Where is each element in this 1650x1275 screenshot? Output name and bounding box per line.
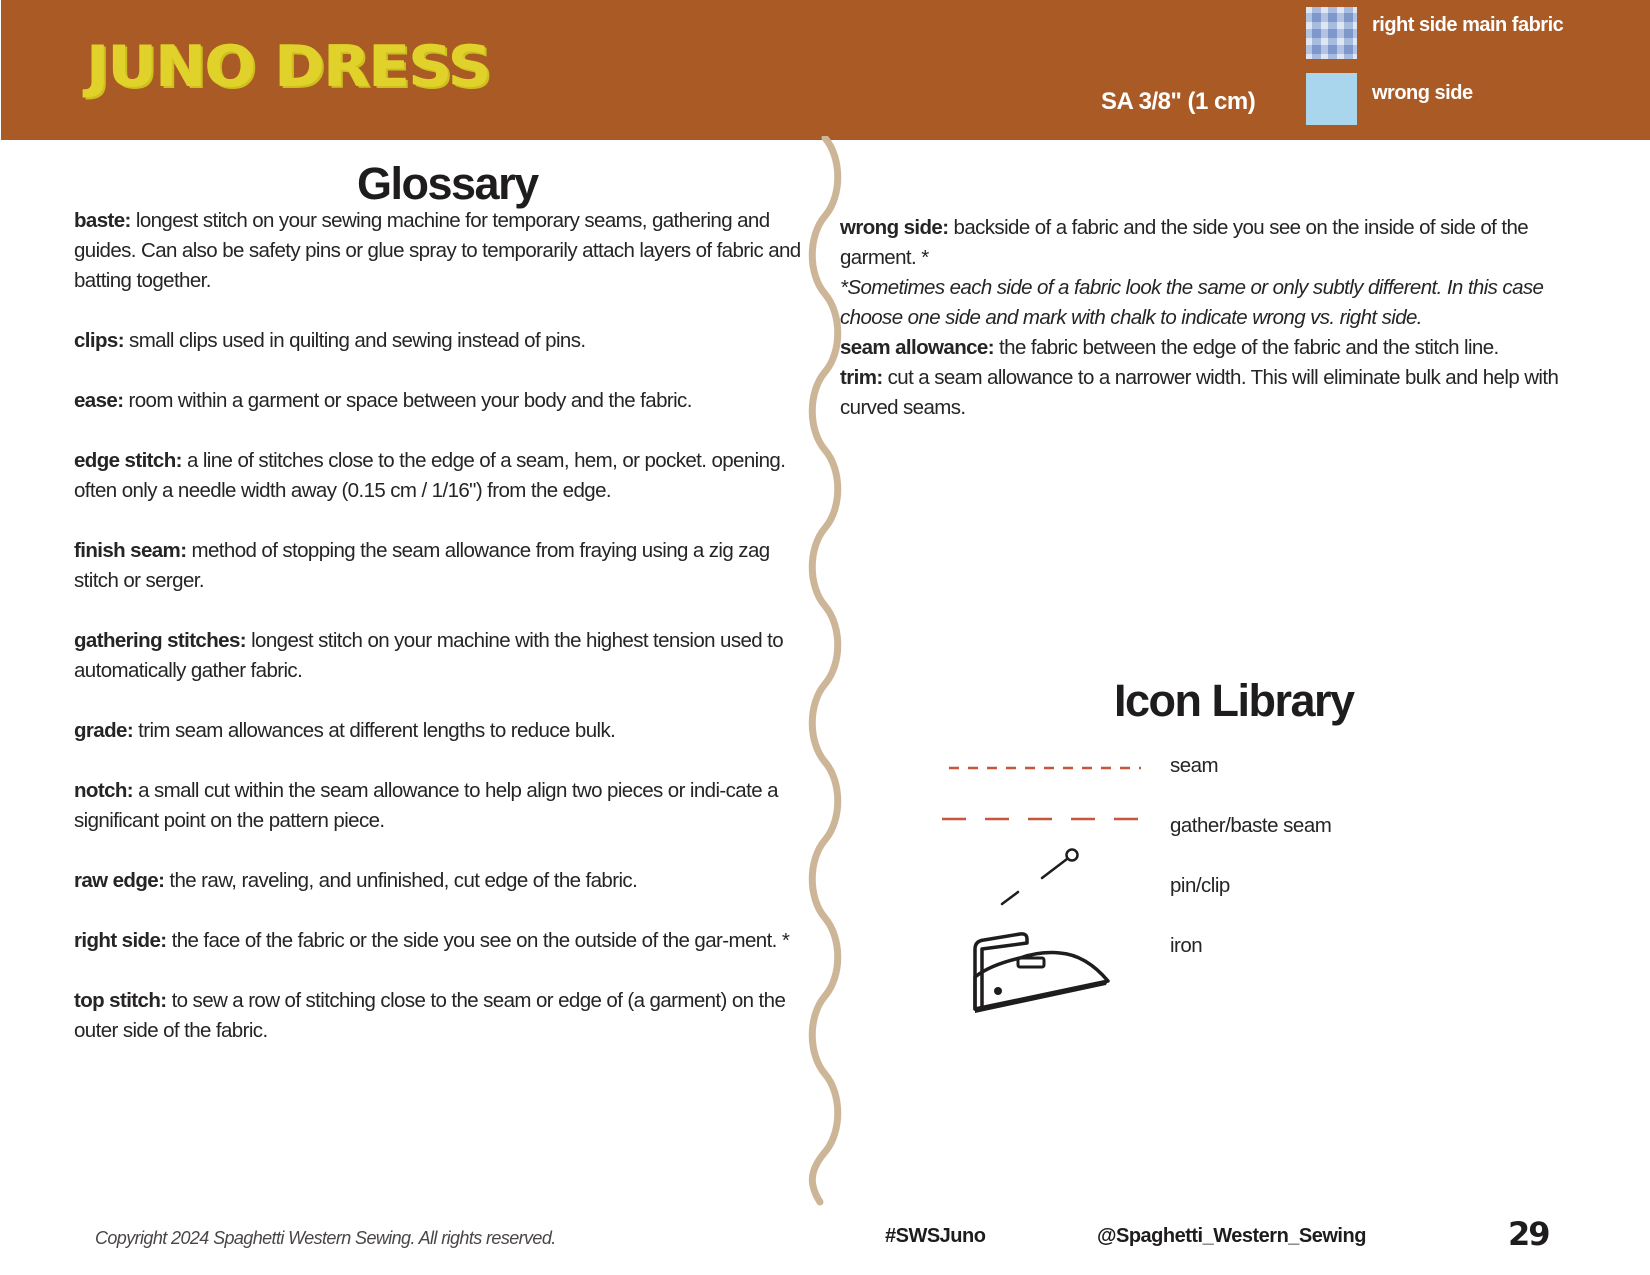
seam-line-icon — [945, 760, 1145, 776]
entry-term: edge stitch: — [74, 449, 182, 472]
glossary-entry — [840, 213, 1560, 273]
icon-library-title: Icon Library — [1114, 675, 1354, 726]
entry-term: clips: — [74, 329, 124, 352]
glossary-entry — [74, 776, 814, 836]
icon-label-seam: seam — [1170, 754, 1219, 777]
entry-definition: the raw, raveling, and unfinished, cut edge of the fabric. — [164, 869, 638, 892]
entry-term: finish seam: — [74, 539, 187, 562]
glossary-entry — [840, 363, 1560, 423]
entry-definition: room within a garment or space between your body and the fabric. — [123, 389, 692, 412]
page-number: 29 — [1508, 1215, 1549, 1253]
entry-term: notch: — [74, 779, 134, 802]
entry-definition: a line of stitches close to the edge of a seam, hem, or pocket. opening. often only a needle width away (0.15 cm / 1/16") from the edge. — [74, 449, 786, 502]
glossary-entry — [74, 626, 814, 686]
entry-definition: longest stitch on your sewing machine for temporary seams, gathering and guides. Can also be safety pins or glue spray to temporarily attach layers of fabric and batting together. — [74, 209, 801, 292]
wrong-side-swatch — [1306, 73, 1357, 125]
pattern-title: JUNO DRESS — [87, 33, 491, 101]
glossary-entry — [74, 536, 814, 596]
seam-allowance-label: SA 3/8" (1 cm) — [1101, 88, 1256, 115]
glossary-entry — [74, 986, 814, 1046]
glossary-note: *Sometimes each side of a fabric look the same or only subtly different. In this case choose one side and mark with chalk to indicate wrong vs. right side. — [840, 276, 1544, 329]
entry-term: raw edge: — [74, 869, 165, 892]
entry-term: top stitch: — [74, 989, 167, 1012]
entry-definition: to sew a row of stitching close to the seam or edge of (a garment) on the outer side of the fabric. — [74, 989, 786, 1042]
glossary-left-column — [74, 206, 814, 1076]
entry-definition: method of stopping the seam allowance from fraying using a zig zag stitch or serger. — [74, 539, 770, 592]
entry-term: gathering stitches: — [74, 629, 246, 652]
copyright-notice: Copyright 2024 Spaghetti Western Sewing. All rights reserved. — [95, 1228, 556, 1248]
entry-term: seam allowance: — [840, 336, 994, 359]
gingham-swatch-icon — [1306, 7, 1357, 59]
entry-definition: trim seam allowances at different lengths to reduce bulk. — [133, 719, 616, 742]
entry-definition: backside of a fabric and the side you see on the inside of side of the garment. * — [840, 216, 1529, 269]
glossary-entry — [840, 333, 1560, 363]
header-band — [1, 0, 1650, 140]
icon-label-pin: pin/clip — [1170, 874, 1230, 897]
entry-definition: small clips used in quilting and sewing instead of pins. — [123, 329, 586, 352]
entry-term: ease: — [74, 389, 124, 412]
baste-line-icon — [940, 811, 1150, 827]
entry-definition: longest stitch on your machine with the highest tension used to automatically gather fabric. — [74, 629, 784, 682]
icon-label-baste: gather/baste seam — [1170, 814, 1332, 837]
social-handle: @Spaghetti_Western_Sewing — [1097, 1225, 1366, 1247]
glossary-title: Glossary — [357, 158, 538, 209]
glossary-entry — [74, 206, 814, 296]
entry-definition: the fabric between the edge of the fabric and the stitch line. — [993, 336, 1499, 359]
glossary-entry — [74, 386, 814, 416]
glossary-entry — [74, 866, 814, 896]
entry-definition: a small cut within the seam allowance to help align two pieces or indi-cate a significant point on the pattern piece. — [74, 779, 778, 832]
legend-wrong-side-label: wrong side — [1372, 82, 1473, 104]
entry-term: trim: — [840, 366, 883, 389]
iron-icon — [970, 925, 1115, 1015]
entry-term: right side: — [74, 929, 167, 952]
glossary-entry — [74, 326, 814, 356]
legend-right-side-label: right side main fabric — [1372, 14, 1564, 36]
entry-definition: the face of the fabric or the side you see on the outside of the gar-ment. * — [166, 929, 790, 952]
hashtag: #SWSJuno — [885, 1225, 986, 1247]
glossary-entry — [74, 926, 814, 956]
glossary-entry — [74, 446, 814, 506]
icon-label-iron: iron — [1170, 934, 1203, 957]
glossary-entry — [74, 716, 814, 746]
entry-definition: cut a seam allowance to a narrower width. This will eliminate bulk and help with curved seams. — [840, 366, 1559, 419]
entry-term: grade: — [74, 719, 134, 742]
entry-term: wrong side: — [840, 216, 949, 239]
entry-term: baste: — [74, 209, 131, 232]
glossary-right-column — [840, 213, 1560, 423]
pin-icon — [1000, 844, 1090, 909]
